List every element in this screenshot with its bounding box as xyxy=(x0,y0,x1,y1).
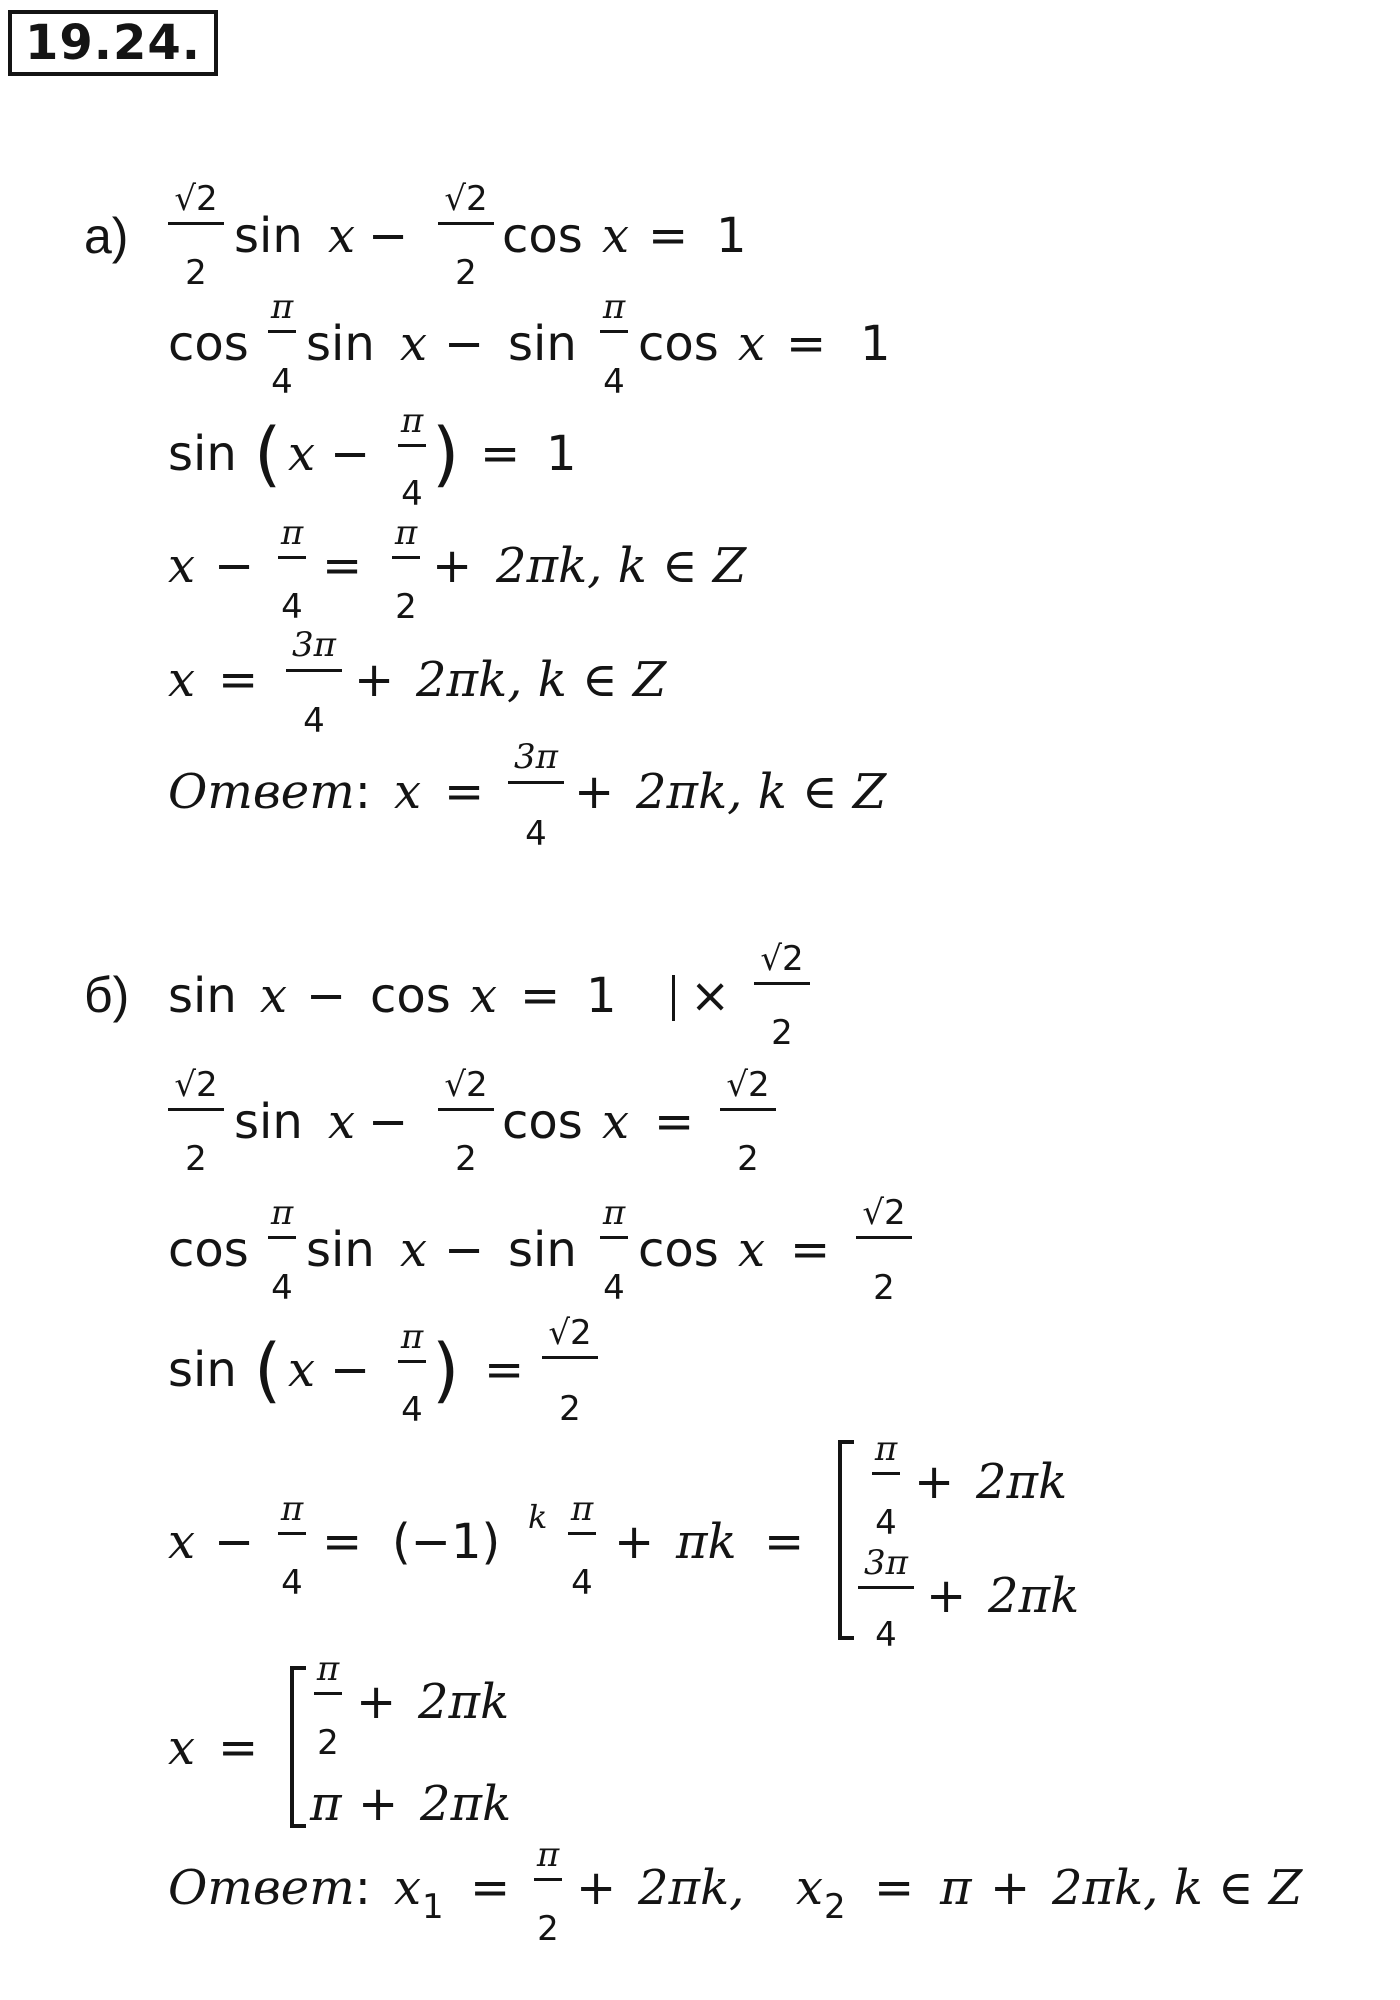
svg-text:cos: cos xyxy=(502,1094,583,1150)
svg-text:): ) xyxy=(432,1329,460,1411)
svg-text:x: x xyxy=(400,1222,428,1278)
svg-text:π: π xyxy=(874,1429,898,1469)
svg-text:x: x xyxy=(738,316,766,372)
svg-text:x: x xyxy=(328,208,356,264)
svg-text:4: 4 xyxy=(271,362,293,402)
svg-text:−: − xyxy=(330,426,371,482)
svg-text:√2: √2 xyxy=(726,1065,770,1105)
svg-text:−: − xyxy=(214,1514,255,1570)
svg-text:1: 1 xyxy=(716,208,747,264)
svg-text:+: + xyxy=(614,1514,655,1570)
svg-text:1: 1 xyxy=(860,316,891,372)
svg-text:π: π xyxy=(602,1193,626,1233)
svg-text:x: x xyxy=(168,1514,196,1570)
part-a-label: а) xyxy=(84,208,129,264)
svg-text:−: − xyxy=(306,968,347,1024)
svg-text:sin: sin xyxy=(508,316,577,372)
svg-text:cos: cos xyxy=(638,1222,719,1278)
svg-text:x: x xyxy=(394,1860,422,1916)
svg-text:2: 2 xyxy=(317,1723,339,1763)
svg-text:2: 2 xyxy=(559,1389,581,1429)
svg-text:1: 1 xyxy=(546,426,577,482)
svg-text:√2: √2 xyxy=(174,179,218,219)
part-a-line-5 xyxy=(168,625,668,741)
svg-text:2πk,: 2πk, xyxy=(638,1860,745,1916)
svg-text:sin: sin xyxy=(234,208,303,264)
part-a-answer-word: Ответ xyxy=(168,764,355,820)
part-b-line-6 xyxy=(168,1649,511,1832)
part-b-line-5 xyxy=(168,1429,1079,1655)
svg-text:2: 2 xyxy=(185,253,207,293)
svg-text:−: − xyxy=(368,1094,409,1150)
svg-text:2: 2 xyxy=(455,1139,477,1179)
part-b-line-4 xyxy=(168,1313,598,1430)
svg-text:+: + xyxy=(574,764,615,820)
svg-text:cos: cos xyxy=(168,1222,249,1278)
svg-text:2: 2 xyxy=(185,1139,207,1179)
svg-text:+: + xyxy=(356,1674,397,1730)
svg-text:=: = xyxy=(322,538,363,594)
part-b-label: б) xyxy=(84,967,130,1023)
svg-text:=: = xyxy=(218,652,259,708)
part-a-line-4 xyxy=(168,513,748,627)
svg-text:4: 4 xyxy=(281,1563,303,1603)
svg-text:x: x xyxy=(602,1094,630,1150)
svg-text:π: π xyxy=(394,513,418,553)
svg-text:cos: cos xyxy=(502,208,583,264)
svg-text:2πk, k ∈ Z: 2πk, k ∈ Z xyxy=(496,538,747,594)
svg-text:2πk: 2πk xyxy=(418,1674,510,1730)
svg-text:=: = xyxy=(480,426,521,482)
svg-text:+: + xyxy=(914,1454,955,1510)
svg-text:√2: √2 xyxy=(760,939,804,979)
svg-text:2: 2 xyxy=(737,1139,759,1179)
svg-text:2: 2 xyxy=(455,253,477,293)
svg-text:x: x xyxy=(470,968,498,1024)
svg-text:−: − xyxy=(444,1222,485,1278)
svg-text:x: x xyxy=(738,1222,766,1278)
svg-text:(−1): (−1) xyxy=(392,1514,501,1570)
svg-text:+: + xyxy=(358,1776,399,1832)
svg-text:=: = xyxy=(470,1860,511,1916)
svg-text:1: 1 xyxy=(586,968,617,1024)
svg-text:sin: sin xyxy=(234,1094,303,1150)
svg-text:=: = xyxy=(764,1514,805,1570)
svg-text:4: 4 xyxy=(303,701,325,741)
svg-text:sin: sin xyxy=(168,968,237,1024)
svg-text:sin: sin xyxy=(508,1222,577,1278)
svg-text:π: π xyxy=(940,1860,972,1916)
part-b-answer xyxy=(168,1835,1304,1949)
svg-text:2: 2 xyxy=(771,1013,793,1053)
svg-text:3π: 3π xyxy=(864,1543,908,1583)
svg-text:π: π xyxy=(400,401,424,441)
svg-text:π: π xyxy=(400,1317,424,1357)
part-a-line-1 xyxy=(168,179,747,293)
svg-text:=: = xyxy=(484,1342,525,1398)
svg-text:x: x xyxy=(260,968,288,1024)
part-b-line-3 xyxy=(168,1193,912,1308)
svg-text:2πk: 2πk xyxy=(976,1454,1068,1510)
svg-text:x: x xyxy=(394,764,422,820)
svg-text:(: ( xyxy=(254,413,282,495)
svg-text:π: π xyxy=(536,1835,560,1875)
svg-text:−: − xyxy=(444,316,485,372)
svg-text:sin: sin xyxy=(306,1222,375,1278)
svg-text:=: = xyxy=(790,1222,831,1278)
part-b-line-2 xyxy=(168,1065,776,1179)
svg-text:π: π xyxy=(602,287,626,327)
svg-text:=: = xyxy=(654,1094,695,1150)
svg-text:2: 2 xyxy=(537,1909,559,1949)
svg-text:+: + xyxy=(926,1568,967,1624)
svg-text:Ответ:: Ответ: xyxy=(168,764,371,820)
svg-text:+: + xyxy=(432,538,473,594)
svg-text:x: x xyxy=(288,426,316,482)
svg-text:k: k xyxy=(528,1498,548,1536)
svg-text:+: + xyxy=(990,1860,1031,1916)
svg-text:x: x xyxy=(796,1860,824,1916)
svg-text:Ответ:: Ответ: xyxy=(168,1860,371,1916)
svg-text:=: = xyxy=(874,1860,915,1916)
svg-text:2πk, k ∈ Z: 2πk, k ∈ Z xyxy=(636,764,887,820)
svg-text:4: 4 xyxy=(875,1615,897,1655)
svg-text:π: π xyxy=(310,1776,342,1832)
svg-text:2πk, k ∈ Z: 2πk, k ∈ Z xyxy=(1052,1860,1303,1916)
svg-text:2πk: 2πk xyxy=(988,1568,1080,1624)
svg-text:4: 4 xyxy=(603,362,625,402)
svg-text:2πk: 2πk xyxy=(420,1776,512,1832)
svg-text:x: x xyxy=(168,652,196,708)
svg-text:): ) xyxy=(432,413,460,495)
svg-text:√2: √2 xyxy=(444,1065,488,1105)
svg-text:πk: πk xyxy=(676,1514,737,1570)
svg-text:π: π xyxy=(270,1193,294,1233)
svg-text:x: x xyxy=(602,208,630,264)
svg-text:sin: sin xyxy=(168,1342,237,1398)
svg-text:−: − xyxy=(368,208,409,264)
svg-text:3π: 3π xyxy=(514,737,558,777)
svg-text:2πk, k ∈ Z: 2πk, k ∈ Z xyxy=(416,652,667,708)
svg-text:sin: sin xyxy=(168,426,237,482)
svg-text:√2: √2 xyxy=(444,179,488,219)
svg-text:−: − xyxy=(330,1342,371,1398)
svg-text:2: 2 xyxy=(395,587,417,627)
svg-text:4: 4 xyxy=(571,1563,593,1603)
svg-text:π: π xyxy=(280,1489,304,1529)
svg-text:x: x xyxy=(288,1342,316,1398)
svg-text:4: 4 xyxy=(875,1503,897,1543)
svg-text:cos: cos xyxy=(638,316,719,372)
svg-text:=: = xyxy=(786,316,827,372)
svg-text:cos: cos xyxy=(370,968,451,1024)
svg-text:=: = xyxy=(648,208,689,264)
svg-text:√2: √2 xyxy=(862,1193,906,1233)
svg-text:4: 4 xyxy=(603,1268,625,1308)
svg-text:cos: cos xyxy=(168,316,249,372)
svg-text:sin: sin xyxy=(306,316,375,372)
svg-text:=: = xyxy=(218,1720,259,1776)
svg-text:2: 2 xyxy=(873,1268,895,1308)
svg-text:=: = xyxy=(322,1514,363,1570)
svg-text:2: 2 xyxy=(824,1887,846,1927)
svg-text:=: = xyxy=(520,968,561,1024)
svg-text:x: x xyxy=(400,316,428,372)
svg-text:π: π xyxy=(280,513,304,553)
svg-text:4: 4 xyxy=(271,1268,293,1308)
svg-text:×: × xyxy=(690,968,731,1024)
svg-text:4: 4 xyxy=(525,814,547,854)
part-b-answer-word: Ответ xyxy=(168,1860,355,1916)
svg-text:4: 4 xyxy=(401,474,423,514)
svg-text:+: + xyxy=(576,1860,617,1916)
svg-text:4: 4 xyxy=(281,587,303,627)
svg-text:√2: √2 xyxy=(174,1065,218,1105)
part-a-answer xyxy=(168,737,888,854)
svg-text:+: + xyxy=(354,652,395,708)
part-b-line-1 xyxy=(168,939,810,1053)
svg-text:−: − xyxy=(214,538,255,594)
svg-text:1: 1 xyxy=(422,1887,444,1927)
part-a-line-2 xyxy=(168,287,891,402)
problem-number: 19.24. xyxy=(8,10,218,76)
svg-text:=: = xyxy=(444,764,485,820)
svg-text:(: ( xyxy=(254,1329,282,1411)
part-a-line-3 xyxy=(168,401,577,514)
svg-text:√2: √2 xyxy=(548,1313,592,1353)
svg-text:4: 4 xyxy=(401,1390,423,1430)
svg-text:x: x xyxy=(328,1094,356,1150)
svg-text:π: π xyxy=(316,1649,340,1689)
svg-text:π: π xyxy=(270,287,294,327)
svg-text:π: π xyxy=(570,1489,594,1529)
svg-text:3π: 3π xyxy=(292,625,336,665)
svg-text:x: x xyxy=(168,1720,196,1776)
svg-text:x: x xyxy=(168,538,196,594)
